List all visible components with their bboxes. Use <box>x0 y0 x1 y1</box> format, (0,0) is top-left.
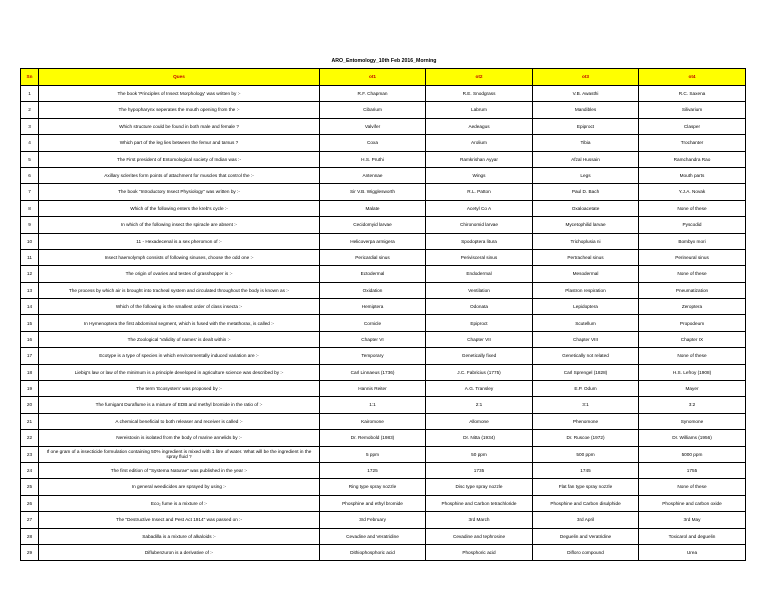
cell-sn: 6 <box>21 167 39 183</box>
cell-option-1: Malate <box>320 200 426 216</box>
table-row <box>21 118 746 134</box>
cell-option-2: 3rd March <box>426 512 533 528</box>
cell-option-2: Endodermal <box>426 266 533 282</box>
cell-option-3: 3:1 <box>533 397 639 413</box>
cell-question: In Hymenoptera the first abdominal segment, which is fused with the metathorax, is called :- <box>39 315 320 331</box>
cell-question: In which of the following insect the spiracle are absent :- <box>39 217 320 233</box>
table-row <box>21 233 746 249</box>
cell-option-4: None of these <box>639 479 746 495</box>
cell-option-2: R.E. Snodgrass <box>426 86 533 102</box>
cell-option-2: Perivisceral sinus <box>426 249 533 265</box>
cell-option-4: Chapter IX <box>639 331 746 347</box>
cell-option-1: Ring type spray nozzle <box>320 479 426 495</box>
table-row <box>21 479 746 495</box>
cell-option-2: Acetyl Co A <box>426 200 533 216</box>
cell-option-4: 1755 <box>639 462 746 478</box>
cell-option-2: Genetically fixed <box>426 348 533 364</box>
cell-sn: 25 <box>21 479 39 495</box>
cell-option-1: Dr. Remobold (1983) <box>320 430 426 446</box>
cell-option-1: Dithiophosphoric acid <box>320 544 426 560</box>
cell-option-4: Clasper <box>639 118 746 134</box>
cell-sn: 11 <box>21 249 39 265</box>
cell-option-1: 1:1 <box>320 397 426 413</box>
cell-option-4: None of these <box>639 348 746 364</box>
cell-option-3: Carl Sprengel (1828) <box>533 364 639 380</box>
table-row <box>21 430 746 446</box>
cell-option-2: Allomone <box>426 413 533 429</box>
cell-option-3: E.P. Odum <box>533 381 639 397</box>
cell-option-4: Mouth parts <box>639 167 746 183</box>
cell-option-3: Flat fan type spray nozzle <box>533 479 639 495</box>
cell-option-4: Silivarium <box>639 102 746 118</box>
cell-option-1: H.S. Pruthi <box>320 151 426 167</box>
cell-option-3: Chapter VIII <box>533 331 639 347</box>
cell-option-3: Scutellum <box>533 315 639 331</box>
cell-question: The term 'Ecosystem' was proposed by :- <box>39 381 320 397</box>
cell-option-1: Cornicle <box>320 315 426 331</box>
cell-option-1: R.F. Chapman <box>320 86 426 102</box>
cell-question: The hypopharynx seperates the mouth opening from the :- <box>39 102 320 118</box>
cell-option-1: Pericardial sinus <box>320 249 426 265</box>
cell-question: The process by which air is brought into tracheal system and circulated throughout the body is known as :- <box>39 282 320 298</box>
cell-question: In general weedicides are sprayed by using :- <box>39 479 320 495</box>
cell-question: Sabadilla is a mixture of alkaloids :- <box>39 528 320 544</box>
cell-question: The book 'Principles of Insect Morphology' was written by :- <box>39 86 320 102</box>
cell-question: The Zoological 'Validity of names' is dealt within :- <box>39 331 320 347</box>
cell-option-1: Hemiptera <box>320 299 426 315</box>
cell-sn: 5 <box>21 151 39 167</box>
table-row <box>21 135 746 151</box>
cell-option-3: Genetically not related <box>533 348 639 364</box>
cell-option-1: Carl Linnaeus (1736) <box>320 364 426 380</box>
table-row <box>21 315 746 331</box>
cell-option-3: Mandibles <box>533 102 639 118</box>
cell-question: The origin of ovaries and testes of grasshopper is :- <box>39 266 320 282</box>
cell-option-1: Valvifer <box>320 118 426 134</box>
table-row <box>21 364 746 380</box>
cell-option-2: Disc type spray nozzle <box>426 479 533 495</box>
cell-sn: 7 <box>21 184 39 200</box>
cell-option-1: Ectodermal <box>320 266 426 282</box>
cell-sn: 29 <box>21 544 39 560</box>
cell-option-2: Cevadine and tephrosine <box>426 528 533 544</box>
cell-option-4: Perineural sinus <box>639 249 746 265</box>
cell-option-4: 3:2 <box>639 397 746 413</box>
cell-sn: 1 <box>21 86 39 102</box>
question-table <box>20 68 746 561</box>
cell-option-1: Kairomone <box>320 413 426 429</box>
cell-question: Which of the following is the smallest order of class insecta :- <box>39 299 320 315</box>
table-row <box>21 544 746 560</box>
cell-sn: 2 <box>21 102 39 118</box>
cell-sn: 27 <box>21 512 39 528</box>
table-row <box>21 381 746 397</box>
cell-question: The fumigant Duraflume is a mixture of EDB and methyl bromide in the ratio of :- <box>39 397 320 413</box>
cell-sn: 17 <box>21 348 39 364</box>
header-ques: Ques <box>39 69 320 86</box>
cell-option-1: Oxidation <box>320 282 426 298</box>
cell-option-1: Cibarium <box>320 102 426 118</box>
cell-option-4: 5000 ppm <box>639 446 746 462</box>
header-ot1: ot1 <box>320 69 426 86</box>
cell-option-2: Spodoptera litura <box>426 233 533 249</box>
table-row <box>21 184 746 200</box>
cell-option-4: None of these <box>639 266 746 282</box>
cell-option-3: Mesodermal <box>533 266 639 282</box>
cell-option-3: Plastron respiration <box>533 282 639 298</box>
cell-question: The "Destructive Insect and Pest Act 1914" was passed on :- <box>39 512 320 528</box>
cell-option-3: Dr. Ruscoe (1972) <box>533 430 639 446</box>
cell-option-2: Chapter VII <box>426 331 533 347</box>
cell-sn: 22 <box>21 430 39 446</box>
table-row <box>21 266 746 282</box>
cell-option-4: Dr. Williams (1956) <box>639 430 746 446</box>
cell-option-3: Legs <box>533 167 639 183</box>
cell-question: Eco₂ fume is a mixture of :- <box>39 495 320 511</box>
cell-question: If one gram of a insecticide formulation containing 50% ingredient is mixed with 1 litre of water. What will be the ingredient in the spray fluid ? <box>39 446 320 462</box>
cell-question: A chemical beneficial to both releaser and receiver is called :- <box>39 413 320 429</box>
cell-question: Diflubenzuron is a derivative of :- <box>39 544 320 560</box>
cell-option-4: Phosphine and carbon oxide <box>639 495 746 511</box>
cell-sn: 18 <box>21 364 39 380</box>
cell-option-1: Coxa <box>320 135 426 151</box>
table-row <box>21 331 746 347</box>
cell-option-4: Bombyx mori <box>639 233 746 249</box>
cell-question: The First president of Entomological society of Indian was :- <box>39 151 320 167</box>
cell-sn: 12 <box>21 266 39 282</box>
cell-question: Which of the following enters the kreb's cycle :- <box>39 200 320 216</box>
cell-option-1: Phosphine and ethyl bromide <box>320 495 426 511</box>
cell-sn: 14 <box>21 299 39 315</box>
cell-sn: 24 <box>21 462 39 478</box>
cell-option-4: Pyscodid <box>639 217 746 233</box>
cell-sn: 19 <box>21 381 39 397</box>
cell-sn: 4 <box>21 135 39 151</box>
cell-option-2: 50 ppm <box>426 446 533 462</box>
header-ot2: ot2 <box>426 69 533 86</box>
cell-option-2: Odonata <box>426 299 533 315</box>
cell-option-1: Cevadine and Veratridine <box>320 528 426 544</box>
cell-question: The first edition of "Systema Naturae" was published in the year :- <box>39 462 320 478</box>
cell-option-4: 3rd May <box>639 512 746 528</box>
table-row <box>21 462 746 478</box>
cell-option-4: Trochanter <box>639 135 746 151</box>
cell-option-4: Toxicarol and deguelin <box>639 528 746 544</box>
cell-option-2: A.G. Transley <box>426 381 533 397</box>
header-row <box>21 69 746 86</box>
cell-question: Liebig's law or law of the minimum is a principle developed in agriculture science was described by :- <box>39 364 320 380</box>
cell-option-2: Epiproct <box>426 315 533 331</box>
cell-option-2: Ramkrishan Ayyar <box>426 151 533 167</box>
cell-option-2: J.C. Fabricius (1775) <box>426 364 533 380</box>
table-row <box>21 528 746 544</box>
cell-question: Insect haemolymph consists of following sinuses, choose the odd one :- <box>39 249 320 265</box>
cell-option-1: Cecidomyid larvae <box>320 217 426 233</box>
cell-option-2: Wings <box>426 167 533 183</box>
cell-option-1: Antennae <box>320 167 426 183</box>
cell-option-3: Paul D. Bach <box>533 184 639 200</box>
cell-option-1: Chapter VI <box>320 331 426 347</box>
cell-option-4: None of these <box>639 200 746 216</box>
cell-question: Which structure could be found in both male and female ? <box>39 118 320 134</box>
cell-option-2: 1735 <box>426 462 533 478</box>
cell-sn: 20 <box>21 397 39 413</box>
cell-sn: 28 <box>21 528 39 544</box>
table-row <box>21 167 746 183</box>
cell-option-4: Pneumatization <box>639 282 746 298</box>
cell-sn: 10 <box>21 233 39 249</box>
cell-question: 11 - Hexadecenal is a sex pheromon of :- <box>39 233 320 249</box>
cell-option-2: Ventilation <box>426 282 533 298</box>
cell-option-2: Dr. Nitta (1934) <box>426 430 533 446</box>
cell-option-2: R.L. Patton <box>426 184 533 200</box>
cell-sn: 8 <box>21 200 39 216</box>
cell-option-4: H.S. Lefroy (1908) <box>639 364 746 380</box>
cell-question: The book "Introductory Insect Physiology" was written by :- <box>39 184 320 200</box>
cell-option-4: Zeroptera <box>639 299 746 315</box>
table-row <box>21 151 746 167</box>
cell-option-1: 5 ppm <box>320 446 426 462</box>
cell-option-2: Labrum <box>426 102 533 118</box>
cell-option-4: Synomone <box>639 413 746 429</box>
cell-option-3: Tibia <box>533 135 639 151</box>
sheet-title: ARO_Entomology_10th Feb 2016_Morning <box>331 58 437 64</box>
cell-option-3: Epiproct <box>533 118 639 134</box>
table-row <box>21 348 746 364</box>
cell-option-1: Sir V.B. Wigglesworth <box>320 184 426 200</box>
cell-question: Ecotype is a type of species in which environmentally induced variation are :- <box>39 348 320 364</box>
cell-option-4: Propodeum <box>639 315 746 331</box>
cell-option-3: Lepidoptera <box>533 299 639 315</box>
header-sn: Sn <box>21 69 39 86</box>
cell-option-4: Urea <box>639 544 746 560</box>
table-row <box>21 200 746 216</box>
cell-sn: 21 <box>21 413 39 429</box>
table-row <box>21 249 746 265</box>
table-row <box>21 282 746 298</box>
cell-option-3: Phosphine and Carbon disulphide <box>533 495 639 511</box>
table-row <box>21 86 746 102</box>
cell-option-4: Mayer <box>639 381 746 397</box>
cell-option-2: Phosphine and Carbon tetrachloride <box>426 495 533 511</box>
cell-option-3: Pertracheal sinus <box>533 249 639 265</box>
table-row <box>21 299 746 315</box>
cell-option-3: Phenomone <box>533 413 639 429</box>
cell-option-3: Mycetophilid larvae <box>533 217 639 233</box>
table-row <box>21 512 746 528</box>
cell-option-3: 500 ppm <box>533 446 639 462</box>
cell-question: Which part of the leg lies between the femur and tarsus ? <box>39 135 320 151</box>
cell-option-3: Trichoplusia ni <box>533 233 639 249</box>
header-ot4: ot4 <box>639 69 746 86</box>
cell-option-3: Afzal Hussain <box>533 151 639 167</box>
cell-option-2: 2:1 <box>426 397 533 413</box>
cell-sn: 23 <box>21 446 39 462</box>
cell-sn: 26 <box>21 495 39 511</box>
cell-option-3: Oxaloacetate <box>533 200 639 216</box>
cell-sn: 9 <box>21 217 39 233</box>
cell-option-4: Ramchandra Rao <box>639 151 746 167</box>
table-row <box>21 446 746 462</box>
cell-option-1: 3rd February <box>320 512 426 528</box>
cell-sn: 15 <box>21 315 39 331</box>
cell-sn: 3 <box>21 118 39 134</box>
cell-option-2: Phosphoric acid <box>426 544 533 560</box>
table-row <box>21 397 746 413</box>
table-row <box>21 217 746 233</box>
cell-option-3: 1745 <box>533 462 639 478</box>
cell-option-1: 1725 <box>320 462 426 478</box>
cell-option-2: Chironomid larvae <box>426 217 533 233</box>
cell-option-2: Arolium <box>426 135 533 151</box>
cell-question: Axillary sclerites form points of attachment for muscles that control the :- <box>39 167 320 183</box>
cell-option-3: Deguelin and Veratridine <box>533 528 639 544</box>
cell-option-4: Y.J.A. Novak <box>639 184 746 200</box>
cell-sn: 13 <box>21 282 39 298</box>
cell-sn: 16 <box>21 331 39 347</box>
cell-option-4: R.C. Saxena <box>639 86 746 102</box>
table-row <box>21 413 746 429</box>
cell-option-3: 3rd April <box>533 512 639 528</box>
cell-option-1: Temporary <box>320 348 426 364</box>
cell-option-3: V.B. Awasthi <box>533 86 639 102</box>
table-row <box>21 102 746 118</box>
cell-option-2: Aedeagus <box>426 118 533 134</box>
cell-option-3: Difloro compound <box>533 544 639 560</box>
cell-option-1: Hannis Reiter <box>320 381 426 397</box>
cell-option-1: Helicoverpa armigera <box>320 233 426 249</box>
header-ot3: ot3 <box>533 69 639 86</box>
cell-question: Nereistoxin is isolated from the body of marine annelids by :- <box>39 430 320 446</box>
table-row <box>21 495 746 511</box>
